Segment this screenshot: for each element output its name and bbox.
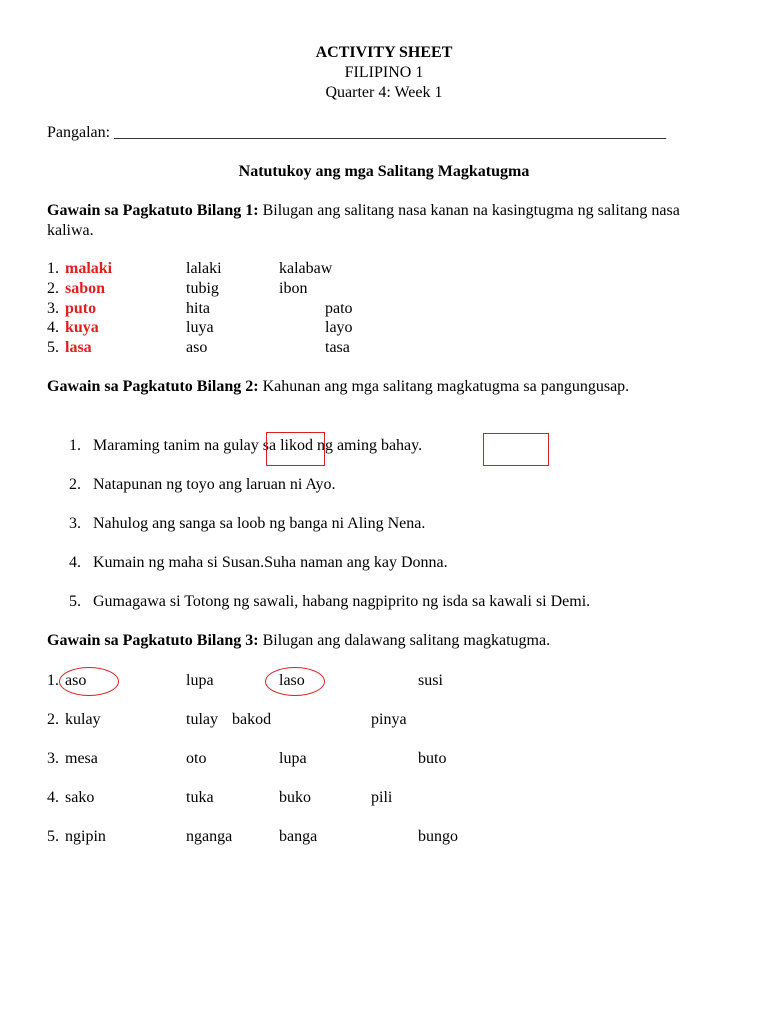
- word-option[interactable]: bungo: [418, 828, 458, 845]
- word-option[interactable]: aso: [65, 672, 87, 689]
- topic-heading: Natutukoy ang mga Salitang Magkatugma: [238, 163, 530, 180]
- word-option[interactable]: sako: [65, 789, 95, 806]
- option-word[interactable]: pato: [325, 300, 353, 317]
- activity1-text: Bilugan ang salitang nasa kanan na kasingtugma ng salitang nasa kaliwa.: [47, 202, 680, 239]
- row-number: 4.: [47, 319, 59, 336]
- option-word[interactable]: luya: [186, 319, 214, 336]
- activity3-title: Gawain sa Pagkatuto Bilang 3:: [47, 632, 259, 649]
- name-line: _____________________________________________________________________: [114, 124, 667, 141]
- quarter: Quarter 4: Week 1: [325, 84, 443, 101]
- item-number: 2.: [69, 476, 81, 493]
- option-word[interactable]: ibon: [279, 280, 308, 297]
- activity2-instruction: [47, 377, 687, 397]
- key-word: lasa: [65, 339, 92, 356]
- word-option[interactable]: buto: [418, 750, 447, 767]
- option-word[interactable]: tubig: [186, 280, 219, 297]
- row-number: 5.: [47, 828, 59, 845]
- row-number: 4.: [47, 789, 59, 806]
- key-word: kuya: [65, 319, 99, 336]
- item-number: 4.: [69, 554, 81, 571]
- answer-circle-mark: [265, 667, 325, 696]
- answer-box-mark: [266, 432, 325, 466]
- item-sentence: Natapunan ng toyo ang laruan ni Ayo.: [93, 476, 336, 493]
- option-word[interactable]: hita: [186, 300, 210, 317]
- word-option[interactable]: tulay: [186, 711, 218, 728]
- option-word[interactable]: kalabaw: [279, 260, 333, 277]
- activity3-text: Bilugan ang dalawang salitang magkatugma.: [258, 632, 551, 649]
- word-option[interactable]: susi: [418, 672, 443, 689]
- word-option[interactable]: bakod: [232, 711, 272, 728]
- word-option[interactable]: lupa: [186, 672, 214, 689]
- row-number: 1.: [47, 260, 59, 277]
- word-option[interactable]: tuka: [186, 789, 214, 806]
- word-option[interactable]: laso: [279, 672, 305, 689]
- row-number: 1.: [47, 672, 59, 689]
- row-number: 2.: [47, 280, 59, 297]
- item-sentence: Gumagawa si Totong ng sawali, habang nagpiprito ng isda sa kawali si Demi.: [93, 593, 591, 610]
- key-word: puto: [65, 300, 97, 317]
- word-option[interactable]: pili: [371, 789, 393, 806]
- activity1-title: Gawain sa Pagkatuto Bilang 1:: [47, 202, 259, 219]
- word-option[interactable]: mesa: [65, 750, 98, 767]
- option-word[interactable]: lalaki: [186, 260, 222, 277]
- word-option[interactable]: buko: [279, 789, 311, 806]
- name-field[interactable]: [47, 123, 666, 143]
- row-number: 3.: [47, 750, 59, 767]
- item-sentence: Kumain ng maha si Susan.Suha naman ang kay Donna.: [93, 554, 448, 571]
- sheet-title: ACTIVITY SHEET: [315, 44, 453, 61]
- word-option[interactable]: pinya: [371, 711, 407, 728]
- word-option[interactable]: kulay: [65, 711, 101, 728]
- item-sentence: Nahulog ang sanga sa loob ng banga ni Aling Nena.: [93, 515, 426, 532]
- answer-box-mark: [483, 433, 549, 466]
- word-option[interactable]: ngipin: [65, 828, 106, 845]
- answer-circle-mark: [59, 667, 119, 696]
- option-word[interactable]: aso: [186, 339, 208, 356]
- item-sentence: Maraming tanim na gulay sa likod ng aming bahay.: [93, 437, 423, 454]
- row-number: 2.: [47, 711, 59, 728]
- item-number: 5.: [69, 593, 81, 610]
- item-number: 1.: [69, 437, 81, 454]
- row-number: 3.: [47, 300, 59, 317]
- word-option[interactable]: oto: [186, 750, 207, 767]
- key-word: malaki: [65, 260, 113, 277]
- activity1-instruction: [47, 201, 687, 241]
- option-word[interactable]: tasa: [325, 339, 350, 356]
- name-label: Pangalan:: [47, 124, 111, 141]
- key-word: sabon: [65, 280, 106, 297]
- activity3-instruction: [47, 631, 687, 651]
- activity2-text: Kahunan ang mga salitang magkatugma sa pangungusap.: [258, 378, 630, 395]
- activity2-title: Gawain sa Pagkatuto Bilang 2:: [47, 378, 259, 395]
- word-option[interactable]: lupa: [279, 750, 307, 767]
- subject: FILIPINO 1: [344, 64, 424, 81]
- row-number: 5.: [47, 339, 59, 356]
- item-number: 3.: [69, 515, 81, 532]
- option-word[interactable]: layo: [325, 319, 353, 336]
- word-option[interactable]: nganga: [186, 828, 233, 845]
- word-option[interactable]: banga: [279, 828, 318, 845]
